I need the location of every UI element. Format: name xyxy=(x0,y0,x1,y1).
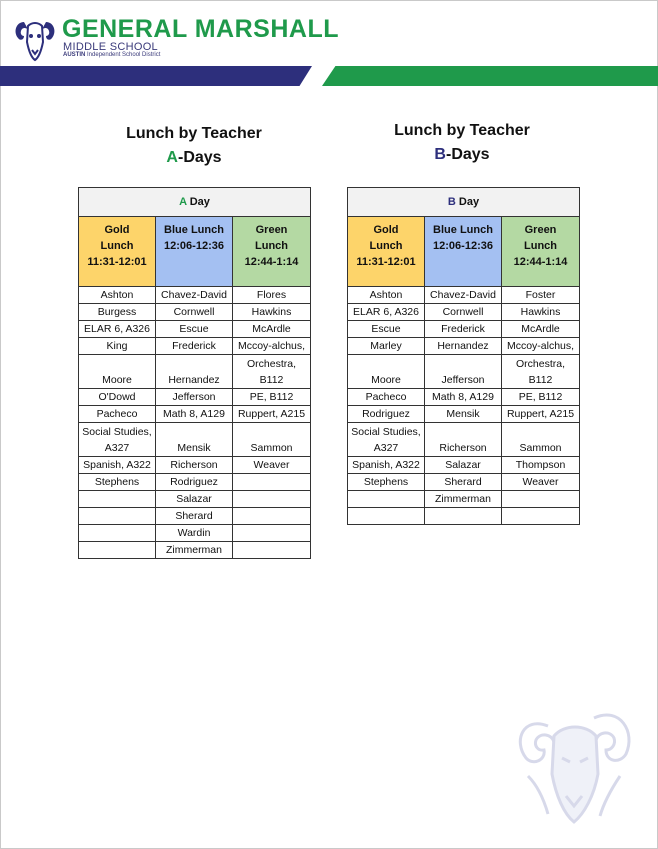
blue-cell: Escue xyxy=(156,321,233,338)
green-lunch-header: Green Lunch 12:44-1:14 xyxy=(502,217,580,287)
green-cell xyxy=(502,508,580,525)
gold-cell: ELAR 6, A326 xyxy=(79,321,156,338)
table-row xyxy=(79,338,311,355)
green-cell: Mccoy-alchus, xyxy=(233,338,311,355)
green-cell: McArdle xyxy=(233,321,311,338)
gold-cell: Moore xyxy=(79,355,156,389)
b-day-rows xyxy=(348,287,580,525)
blue-cell: Jefferson xyxy=(425,355,502,389)
blue-cell: Jefferson xyxy=(156,389,233,406)
header-band-blue xyxy=(0,66,312,86)
blue-cell: Chavez-David xyxy=(156,287,233,304)
green-cell: Orchestra, B112 xyxy=(502,355,580,389)
table-row xyxy=(348,457,580,474)
gold-cell: Stephens xyxy=(79,474,156,491)
table-row xyxy=(348,287,580,304)
a-days-title-rest: -Days xyxy=(177,149,222,166)
table-row xyxy=(348,491,580,508)
ram-head-icon xyxy=(10,12,60,62)
table-row xyxy=(348,423,580,457)
blue-cell: Wardin xyxy=(156,525,233,542)
gold-cell: Spanish, A322 xyxy=(348,457,425,474)
a-day-rows xyxy=(79,287,311,559)
table-row xyxy=(79,508,311,525)
school-name: GENERAL MARSHALL xyxy=(62,15,339,43)
gold-cell: Ashton xyxy=(79,287,156,304)
b-day-table xyxy=(347,187,580,525)
blue-cell: Hernandez xyxy=(156,355,233,389)
table-row xyxy=(79,491,311,508)
table-row xyxy=(79,304,311,321)
a-days-title xyxy=(104,122,284,170)
table-row xyxy=(79,542,311,559)
gold-cell: Ashton xyxy=(348,287,425,304)
table-row xyxy=(79,389,311,406)
gold-cell xyxy=(79,525,156,542)
a-days-title-letter: A xyxy=(166,149,178,166)
table-row xyxy=(348,304,580,321)
b-days-title-line1: Lunch by Teacher xyxy=(394,122,530,139)
table-row xyxy=(348,508,580,525)
b-days-title-line2 xyxy=(372,143,552,167)
blue-cell: Math 8, A129 xyxy=(425,389,502,406)
blue-cell: Mensik xyxy=(156,423,233,457)
gold-cell: Escue xyxy=(348,321,425,338)
a-day-letter: A xyxy=(179,196,187,208)
gold-cell: Pacheco xyxy=(79,406,156,423)
blue-cell: Chavez-David xyxy=(425,287,502,304)
table-row xyxy=(79,406,311,423)
gold-cell: Burgess xyxy=(79,304,156,321)
green-cell: Weaver xyxy=(233,457,311,474)
green-cell: Orchestra, B112 xyxy=(233,355,311,389)
green-cell xyxy=(233,525,311,542)
green-cell: PE, B112 xyxy=(502,389,580,406)
green-cell: Sammon xyxy=(502,423,580,457)
green-cell: Hawkins xyxy=(233,304,311,321)
green-cell: Thompson xyxy=(502,457,580,474)
gold-cell: Marley xyxy=(348,338,425,355)
gold-lunch-header: Gold Lunch 11:31-12:01 xyxy=(79,217,156,287)
gold-cell xyxy=(79,491,156,508)
green-cell: Ruppert, A215 xyxy=(233,406,311,423)
blue-cell: Mensik xyxy=(425,406,502,423)
blue-cell xyxy=(425,508,502,525)
table-row xyxy=(79,457,311,474)
ram-head-watermark-icon xyxy=(508,696,642,826)
gold-cell: Pacheco xyxy=(348,389,425,406)
b-days-title-rest: -Days xyxy=(445,146,490,163)
table-row xyxy=(79,355,311,389)
green-cell: Sammon xyxy=(233,423,311,457)
gold-cell: Spanish, A322 xyxy=(79,457,156,474)
blue-cell: Sherard xyxy=(156,508,233,525)
b-day-word: Day xyxy=(458,196,480,208)
blue-cell: Math 8, A129 xyxy=(156,406,233,423)
green-cell: Flores xyxy=(233,287,311,304)
header-band-green xyxy=(322,66,658,86)
a-days-title-line1: Lunch by Teacher xyxy=(126,125,262,142)
blue-cell: Frederick xyxy=(156,338,233,355)
table-row xyxy=(348,389,580,406)
a-days-title-line2 xyxy=(104,146,284,170)
blue-lunch-header: Blue Lunch 12:06-12:36 xyxy=(156,217,233,287)
gold-cell: O'Dowd xyxy=(79,389,156,406)
blue-cell: Sherard xyxy=(425,474,502,491)
gold-cell: Social Studies, A327 xyxy=(79,423,156,457)
green-cell: Mccoy-alchus, xyxy=(502,338,580,355)
b-days-title xyxy=(372,119,552,167)
district-bold: AUSTIN xyxy=(63,52,86,58)
a-day-table xyxy=(78,187,311,559)
gold-lunch-header: Gold Lunch 11:31-12:01 xyxy=(348,217,425,287)
table-row xyxy=(79,321,311,338)
blue-cell: Cornwell xyxy=(425,304,502,321)
table-row xyxy=(79,287,311,304)
school-subtitle: MIDDLE SCHOOL xyxy=(63,41,158,53)
table-row xyxy=(79,423,311,457)
a-day-word: Day xyxy=(189,196,210,208)
table-row xyxy=(348,355,580,389)
gold-cell: King xyxy=(79,338,156,355)
green-cell xyxy=(233,491,311,508)
district-line xyxy=(63,52,160,58)
green-cell: Ruppert, A215 xyxy=(502,406,580,423)
b-day-letter: B xyxy=(447,196,456,208)
green-cell xyxy=(233,474,311,491)
green-cell: Foster xyxy=(502,287,580,304)
blue-cell: Frederick xyxy=(425,321,502,338)
green-cell xyxy=(233,542,311,559)
gold-cell xyxy=(348,508,425,525)
table-row xyxy=(348,321,580,338)
b-days-title-letter: B xyxy=(434,146,446,163)
green-cell: McArdle xyxy=(502,321,580,338)
green-cell: Hawkins xyxy=(502,304,580,321)
district-rest: Independent School District xyxy=(87,52,161,58)
blue-lunch-header: Blue Lunch 12:06-12:36 xyxy=(425,217,502,287)
gold-cell xyxy=(348,491,425,508)
blue-cell: Rodriguez xyxy=(156,474,233,491)
gold-cell: Moore xyxy=(348,355,425,389)
blue-cell: Salazar xyxy=(425,457,502,474)
gold-cell xyxy=(79,508,156,525)
b-day-header xyxy=(348,188,580,217)
blue-cell: Salazar xyxy=(156,491,233,508)
blue-cell: Richerson xyxy=(156,457,233,474)
gold-cell: ELAR 6, A326 xyxy=(348,304,425,321)
blue-cell: Zimmerman xyxy=(156,542,233,559)
a-day-header xyxy=(79,188,311,217)
gold-cell: Rodriguez xyxy=(348,406,425,423)
table-row xyxy=(348,474,580,491)
table-row xyxy=(79,474,311,491)
blue-cell: Richerson xyxy=(425,423,502,457)
green-cell: Weaver xyxy=(502,474,580,491)
blue-cell: Hernandez xyxy=(425,338,502,355)
table-row xyxy=(79,525,311,542)
gold-cell: Social Studies, A327 xyxy=(348,423,425,457)
table-row xyxy=(348,406,580,423)
green-cell: PE, B112 xyxy=(233,389,311,406)
green-cell xyxy=(233,508,311,525)
gold-cell: Stephens xyxy=(348,474,425,491)
blue-cell: Zimmerman xyxy=(425,491,502,508)
green-cell xyxy=(502,491,580,508)
gold-cell xyxy=(79,542,156,559)
table-row xyxy=(348,338,580,355)
blue-cell: Cornwell xyxy=(156,304,233,321)
green-lunch-header: Green Lunch 12:44-1:14 xyxy=(233,217,311,287)
